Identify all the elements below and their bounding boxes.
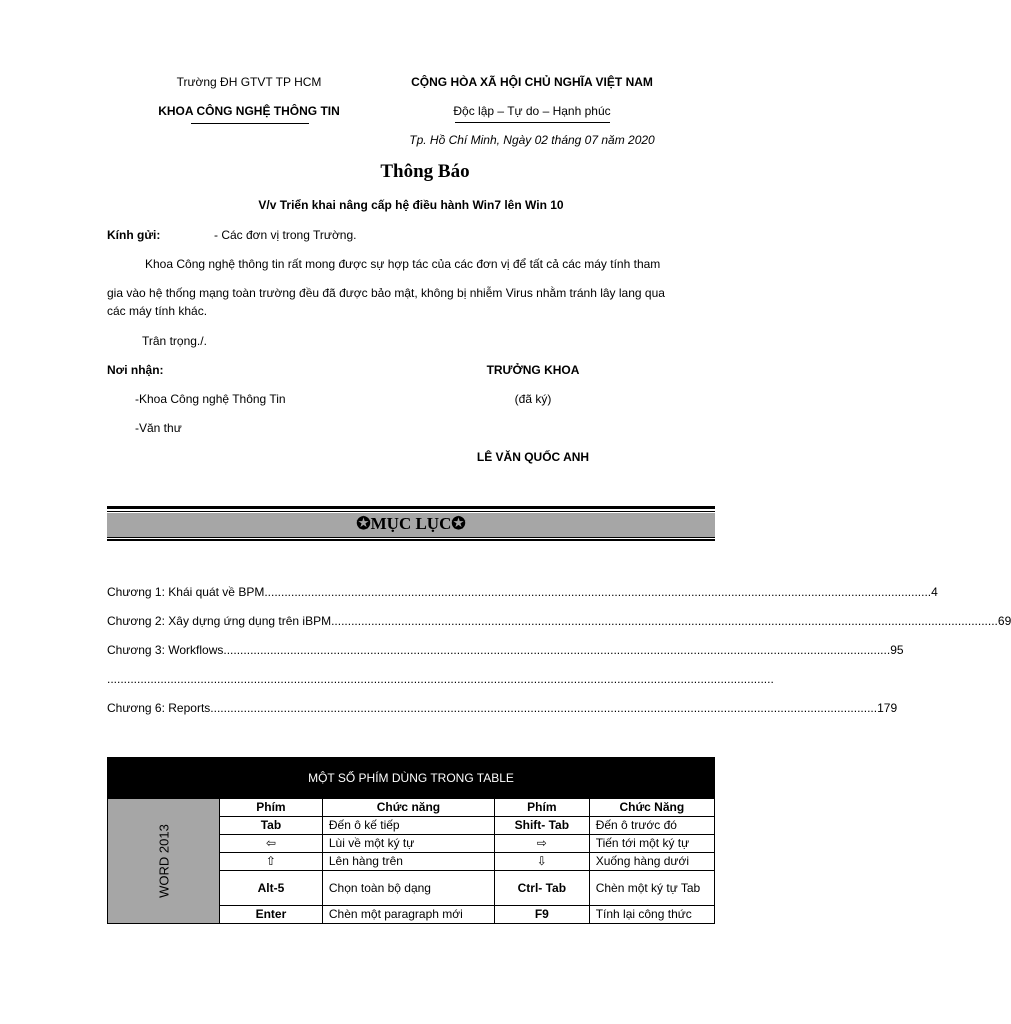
toc-entry-title: Chương 1: Khái quát về BPM bbox=[107, 585, 265, 599]
function-cell: Lên hàng trên bbox=[322, 853, 494, 871]
body-line-3: các máy tính khác. bbox=[107, 304, 208, 318]
signed-note: (đã ký) bbox=[514, 392, 552, 406]
keys-table-title: MỘT SỐ PHÍM DÙNG TRONG TABLE bbox=[108, 758, 715, 799]
toc-entry bbox=[107, 614, 1011, 628]
toc-entry-page: 95 bbox=[890, 643, 904, 657]
header-function-2: Chức Năng bbox=[589, 799, 714, 817]
toc-leader: ........................................................................................................................................................................................................ bbox=[107, 672, 774, 686]
function-cell: Tính lại công thức bbox=[589, 906, 714, 924]
key-cell: Ctrl- Tab bbox=[494, 871, 589, 906]
toc-entry-title: Chương 2: Xây dựng ứng dụng trên iBPM bbox=[107, 614, 332, 628]
recipients-label: Nơi nhận: bbox=[107, 363, 164, 377]
faculty-underline bbox=[191, 123, 309, 124]
recipient-1: -Khoa Công nghệ Thông Tin bbox=[135, 392, 286, 406]
slogan-underline bbox=[455, 122, 610, 123]
toc-entry bbox=[107, 672, 774, 686]
to-label: Kính gửi: bbox=[107, 228, 161, 242]
country-motto: CỘNG HÒA XÃ HỘI CHỦ NGHĨA VIỆT NAM bbox=[411, 75, 653, 89]
key-cell: Tab bbox=[220, 817, 323, 835]
toc-leader: ........................................................................................................................................................................................................ bbox=[210, 701, 878, 715]
toc-entry bbox=[107, 643, 904, 657]
side-label: WORD 2013 bbox=[156, 824, 171, 898]
body-line-2: gia vào hệ thống mạng toàn trường đều đã được bảo mật, không bị nhiễm Virus nhằm tránh lây lang qua bbox=[107, 286, 665, 300]
function-cell: Tiến tới một ký tự bbox=[589, 835, 714, 853]
notice-title: Thông Báo bbox=[380, 161, 470, 182]
signer-title: TRƯỞNG KHOA bbox=[486, 363, 580, 377]
up-arrow-key: ⇧ bbox=[220, 853, 323, 871]
toc-entry-page: 179 bbox=[877, 701, 898, 715]
function-cell: Chèn một paragraph mới bbox=[322, 906, 494, 924]
down-arrow-key: ⇩ bbox=[494, 853, 589, 871]
recipient-2: -Văn thư bbox=[135, 421, 182, 435]
toc-leader: ........................................................................................................................................................................................................ bbox=[264, 585, 932, 599]
left-arrow-key: ⇦ bbox=[220, 835, 323, 853]
toc-entry bbox=[107, 585, 938, 599]
right-arrow-key: ⇨ bbox=[494, 835, 589, 853]
function-cell: Xuống hàng dưới bbox=[589, 853, 714, 871]
toc-entry-page: 4 bbox=[931, 585, 938, 599]
to-value: - Các đơn vị trong Trường. bbox=[214, 228, 357, 242]
toc-entry-page: 69 bbox=[997, 614, 1011, 628]
keys-table-header-row bbox=[108, 799, 715, 817]
function-cell: Đến ô kế tiếp bbox=[322, 817, 494, 835]
key-cell: Shift- Tab bbox=[494, 817, 589, 835]
body-line-1: Khoa Công nghệ thông tin rất mong được sự hợp tác của các đơn vị để tất cả các máy tính tham bbox=[145, 257, 661, 271]
toc-heading-band bbox=[107, 506, 715, 541]
date-line: Tp. Hồ Chí Minh, Ngày 02 tháng 07 năm 2020 bbox=[409, 133, 655, 147]
signer-name: LÊ VĂN QUỐC ANH bbox=[476, 450, 590, 464]
toc-title: ✪MỤC LỤC✪ bbox=[356, 514, 466, 533]
keys-table bbox=[107, 757, 715, 924]
side-label-cell bbox=[108, 799, 220, 924]
key-cell: Alt-5 bbox=[220, 871, 323, 906]
header-function-1: Chức năng bbox=[322, 799, 494, 817]
toc-leader: ........................................................................................................................................................................................................ bbox=[331, 614, 998, 628]
function-cell: Đến ô trước đó bbox=[589, 817, 714, 835]
toc-entry bbox=[107, 701, 898, 715]
school-name: Trường ĐH GTVT TP HCM bbox=[176, 75, 322, 89]
closing: Trân trọng./. bbox=[142, 334, 207, 348]
key-cell: F9 bbox=[494, 906, 589, 924]
faculty-name: KHOA CÔNG NGHỆ THÔNG TIN bbox=[158, 104, 340, 118]
notice-subject: V/v Triển khai nâng cấp hệ điều hành Win7 lên Win 10 bbox=[258, 198, 564, 212]
national-slogan: Độc lập – Tự do – Hạnh phúc bbox=[453, 104, 611, 118]
key-cell: Enter bbox=[220, 906, 323, 924]
keys-table-title-row bbox=[108, 758, 715, 799]
toc-leader: ........................................................................................................................................................................................................ bbox=[223, 643, 891, 657]
toc-entry-title: Chương 6: Reports bbox=[107, 701, 211, 715]
function-cell: Chèn một ký tự Tab bbox=[589, 871, 714, 906]
header-key-1: Phím bbox=[220, 799, 323, 817]
header-key-2: Phím bbox=[494, 799, 589, 817]
function-cell: Chọn toàn bộ dạng bbox=[322, 871, 494, 906]
function-cell: Lùi về một ký tự bbox=[322, 835, 494, 853]
toc-entry-title: Chương 3: Workflows bbox=[107, 643, 224, 657]
